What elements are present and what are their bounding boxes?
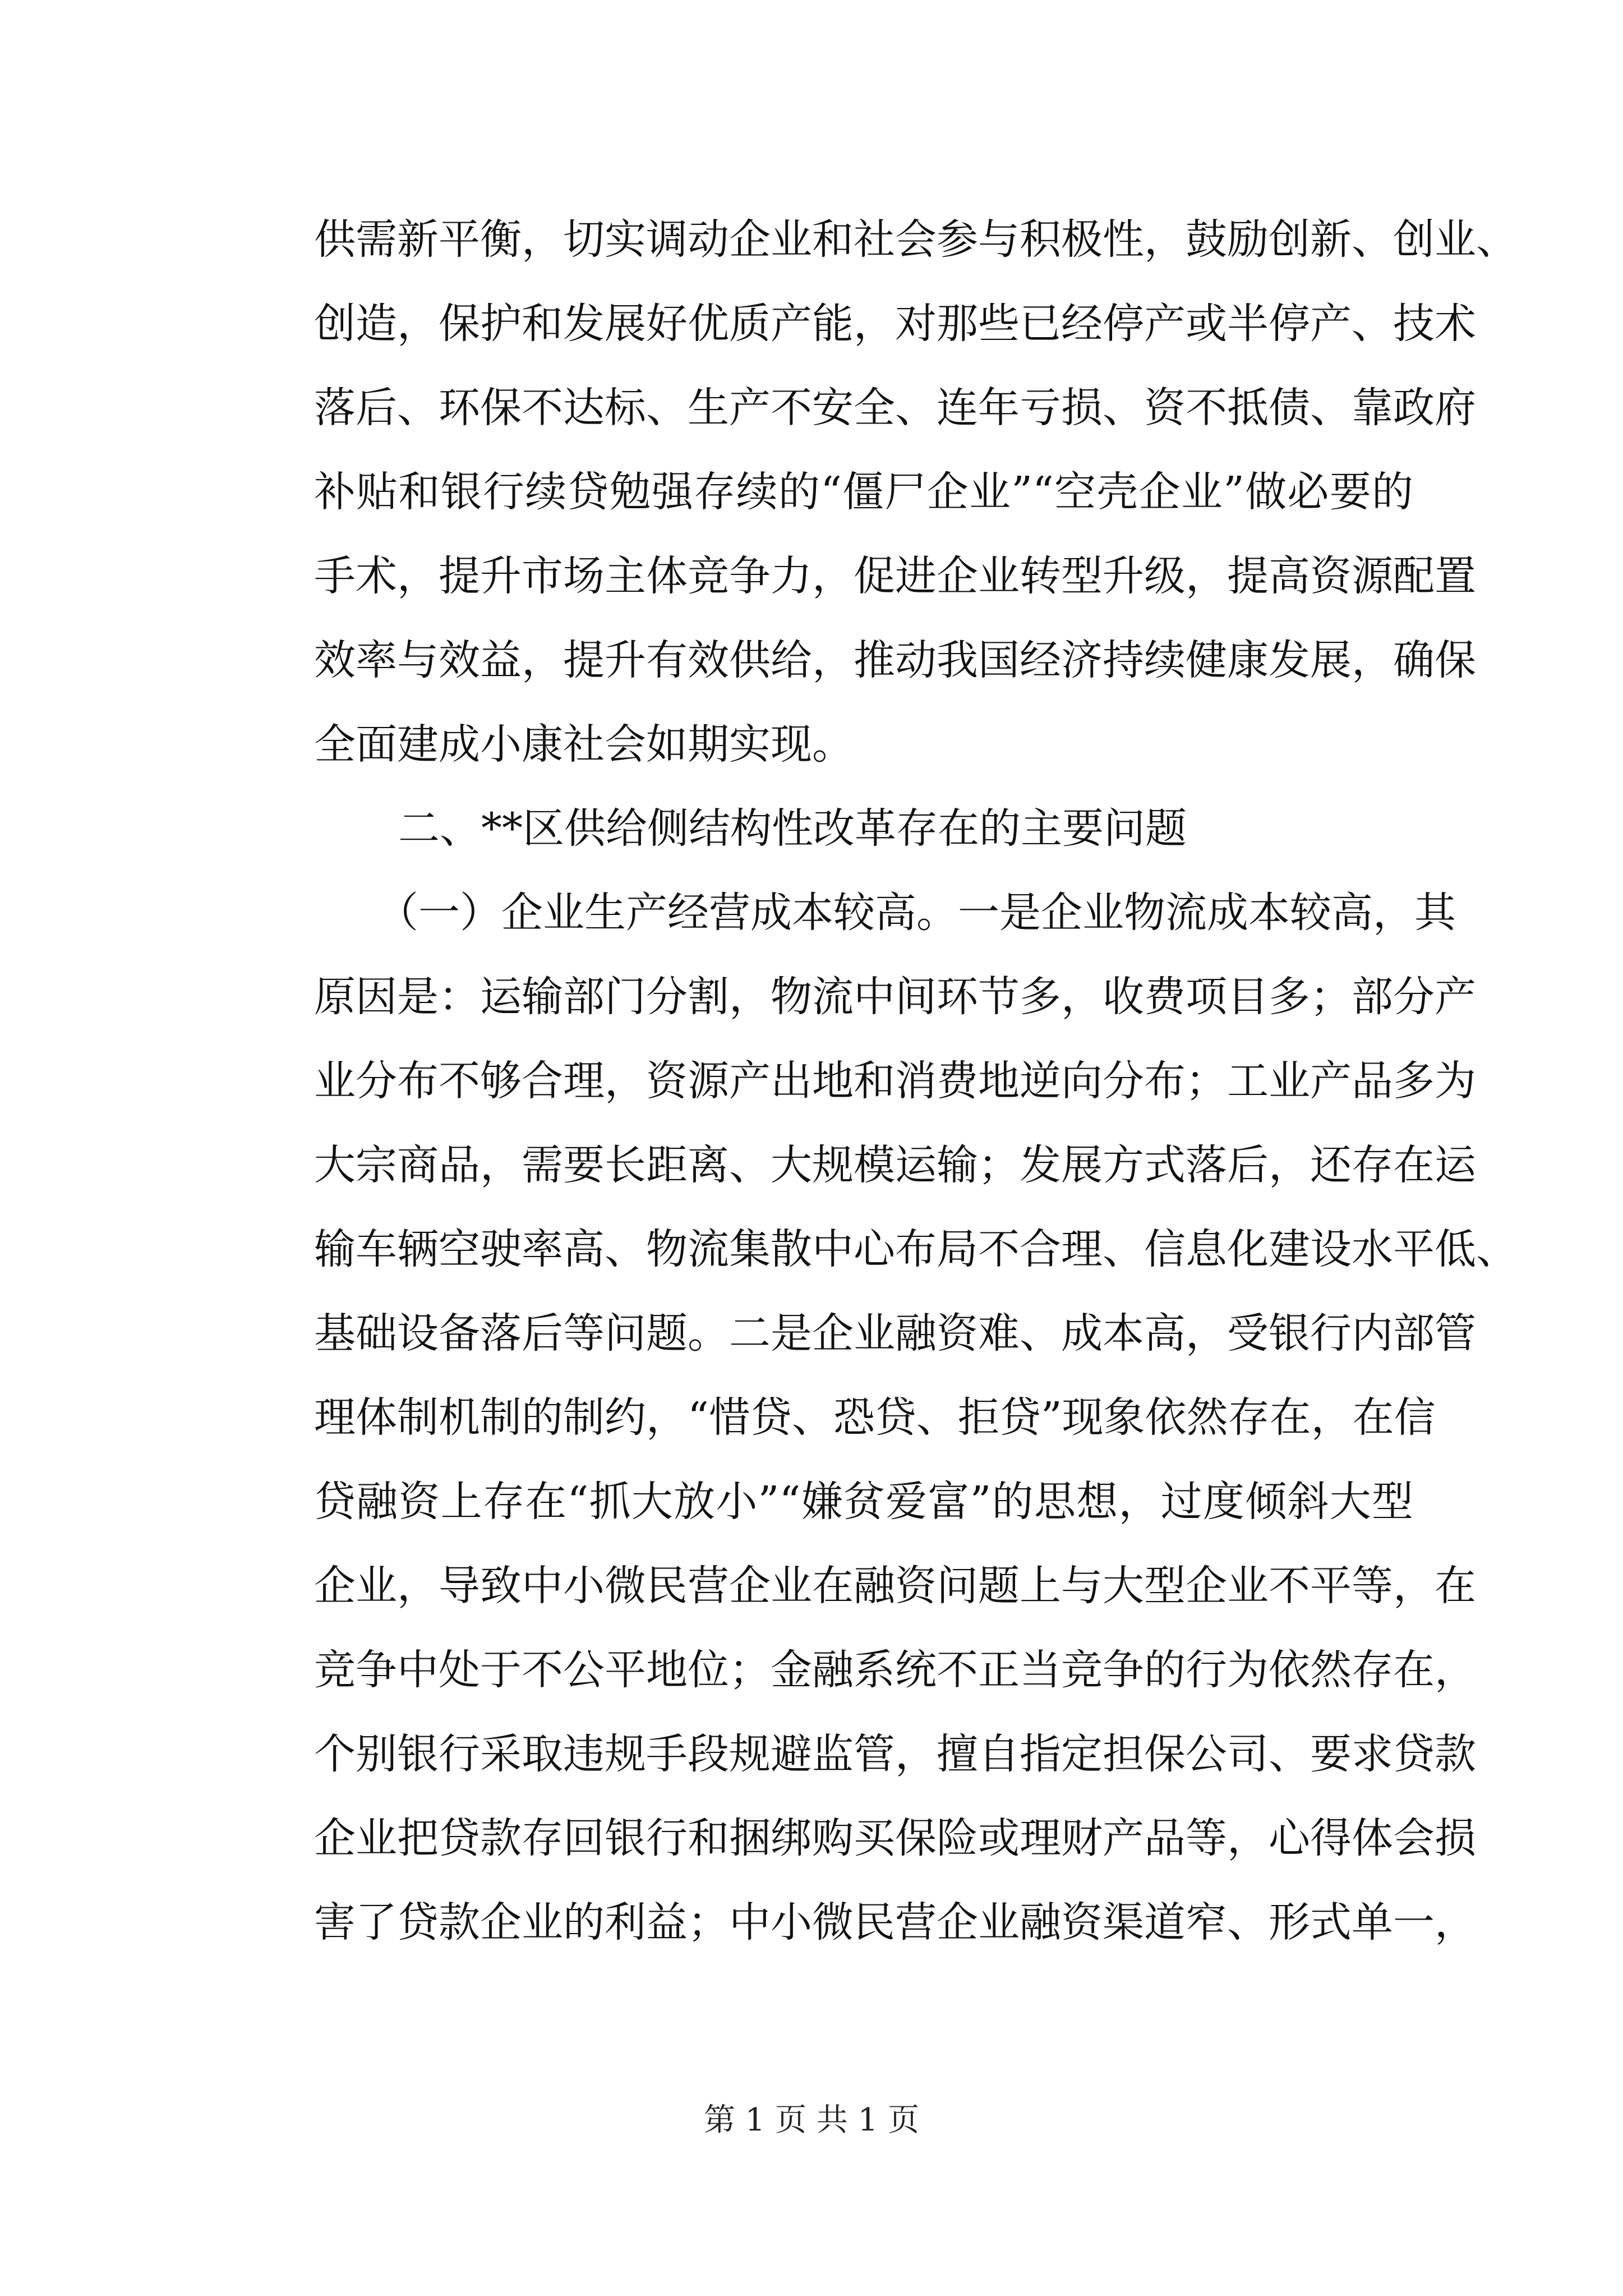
text-line: 贷融资上存在“抓大放小”“嫌贫爱富”的思想，过度倾斜大型 bbox=[314, 1478, 1413, 1526]
text-line: 创造，保护和发展好优质产能，对那些已经停产或半停产、技术 bbox=[314, 300, 1476, 348]
text-line: 供需新平衡，切实调动企业和社会参与积极性，鼓励创新、创业、 bbox=[314, 215, 1518, 264]
page-footer: 第 1 页 共 1 页 bbox=[703, 2102, 920, 2138]
text-line: 原因是：运输部门分割，物流中间环节多，收费项目多；部分产 bbox=[314, 973, 1476, 1021]
text-line: 害了贷款企业的利益；中小微民营企业融资渠道窄、形式单一， bbox=[314, 1898, 1476, 1947]
text-line: （一）企业生产经营成本较高。一是企业物流成本较高，其 bbox=[377, 889, 1456, 937]
text-line: 个别银行采取违规手段规避监管，擅自指定担保公司、要求贷款 bbox=[314, 1730, 1476, 1778]
text-line: 落后、环保不达标、生产不安全、连年亏损、资不抵债、靠政府 bbox=[314, 384, 1476, 432]
text-line: 企业把贷款存回银行和捆绑购买保险或理财产品等，心得体会损 bbox=[314, 1814, 1476, 1862]
text-line: 补贴和银行续贷勉强存续的“僵尸企业”“空壳企业”做必要的 bbox=[314, 468, 1413, 516]
text-line: 理体制机制的制约，“惜贷、恐贷、拒贷”现象依然存在，在信 bbox=[314, 1393, 1436, 1442]
document-body bbox=[314, 197, 1518, 1964]
text-line: 手术，提升市场主体竞争力，促进企业转型升级，提高资源配置 bbox=[314, 552, 1476, 600]
text-line: 效率与效益，提升有效供给，推动我国经济持续健康发展，确保 bbox=[314, 636, 1476, 684]
text-line: 大宗商品，需要长距离、大规模运输；发展方式落后，还存在运 bbox=[314, 1141, 1476, 1189]
text-line: 二、**区供给侧结构性改革存在的主要问题 bbox=[398, 804, 1187, 853]
text-line: 竞争中处于不公平地位；金融系统不正当竞争的行为依然存在， bbox=[314, 1646, 1476, 1694]
text-line: 企业，导致中小微民营企业在融资问题上与大型企业不平等，在 bbox=[314, 1562, 1476, 1610]
text-line: 基础设备落后等问题。二是企业融资难、成本高，受银行内部管 bbox=[314, 1309, 1476, 1358]
text-line: 全面建成小康社会如期实现。 bbox=[314, 720, 854, 769]
text-line: 业分布不够合理，资源产出地和消费地逆向分布；工业产品多为 bbox=[314, 1057, 1476, 1105]
text-line: 输车辆空驶率高、物流集散中心布局不合理、信息化建设水平低、 bbox=[314, 1225, 1518, 1273]
